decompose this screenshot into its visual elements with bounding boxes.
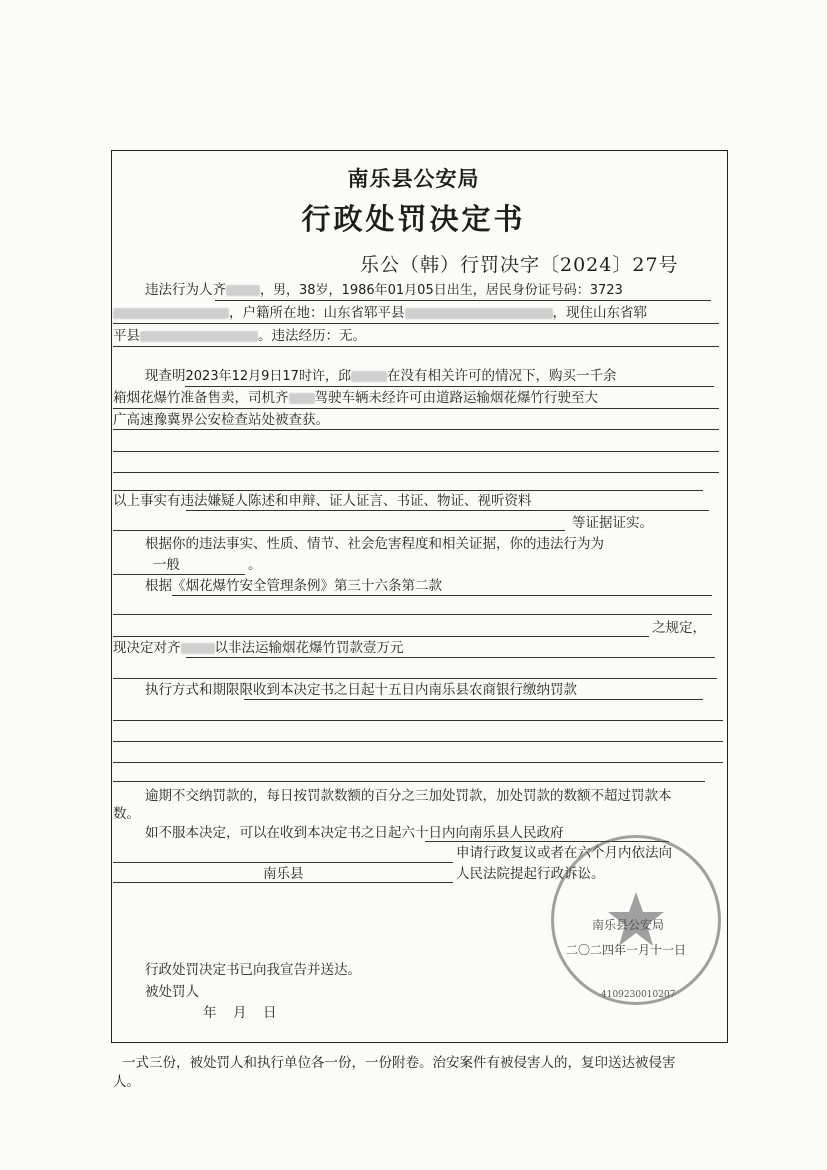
- facts-rest-1: 在没有相关许可的情况下，购买一千余: [386, 368, 617, 384]
- redaction: [289, 393, 315, 404]
- seal-date: 二〇二四年一月十一日: [566, 943, 687, 957]
- seal-org: 南乐县公安局: [592, 918, 665, 932]
- delivery-date-month: 月: [233, 1005, 247, 1021]
- underline: [113, 781, 705, 782]
- redaction: [181, 643, 215, 654]
- penalty-note-2: 数。: [113, 806, 140, 822]
- decision-label: 现决定对齐: [113, 640, 181, 656]
- decision-line: [113, 640, 404, 656]
- violator-line-3: [113, 328, 366, 344]
- basis-line: [145, 578, 442, 594]
- execution-line: [145, 682, 577, 698]
- registered-address: ，户籍所在地：山东省郓平县: [229, 305, 405, 321]
- underline: [186, 657, 715, 658]
- facts-time: 2023年12月9日17时许，邱: [185, 369, 351, 384]
- facts-line-3: 广高速豫冀界公安检查站处被查获。: [113, 412, 329, 428]
- appeal-text: 如不服本决定，可以在收到本决定书之日起六十日内向: [145, 825, 469, 841]
- underline: [113, 346, 719, 347]
- underline: [113, 882, 453, 883]
- underline: [113, 429, 719, 430]
- underline: [113, 574, 245, 575]
- decision-content: 以非法运输烟花爆竹罚款壹万元: [214, 640, 404, 656]
- footer-line-2: 人。: [113, 1074, 140, 1090]
- appeal-line-2: 申请行政复议或者在六个月内依法向: [456, 845, 672, 861]
- violator-line-2: [113, 305, 647, 321]
- basis-content: 《烟花爆竹安全管理条例》第三十六条第二款: [172, 578, 442, 594]
- address-county: 平县: [113, 328, 140, 344]
- appeal-line-1: [145, 825, 564, 841]
- underline: [113, 720, 723, 721]
- violator-label: 违法行为人: [145, 282, 213, 298]
- underline: [113, 530, 565, 531]
- appeal-government: 南乐县人民政府: [469, 825, 564, 841]
- appeal-court-county: 南乐县: [263, 866, 304, 882]
- evidence-label: 以上事实有: [113, 493, 181, 509]
- underline: [186, 510, 709, 511]
- current-address: ，现住山东省郓: [552, 305, 647, 321]
- evidence-content: 违法嫌疑人陈述和申辩、证人证言、书证、物证、视听资料: [180, 493, 532, 509]
- redaction: [113, 308, 229, 319]
- basis-suffix: 之规定，: [652, 620, 706, 636]
- delivery-date-day: 日: [263, 1005, 277, 1021]
- redaction: [405, 308, 553, 319]
- violator-info: ，男，38岁，1986年01月05日出生，居民身份证号码：3723: [260, 283, 623, 298]
- underline: [113, 614, 712, 615]
- underline: [113, 472, 719, 473]
- footer-line-1: 一式三份，被处罚人和执行单位各一份，一份附卷。治安案件有被侵害人的，复印送达被侵害: [122, 1055, 676, 1071]
- evidence-suffix: 等证据证实。: [572, 515, 653, 531]
- document-number: 乐公（韩）行罚决字〔2024〕27号: [360, 254, 679, 276]
- redaction: [140, 331, 258, 342]
- violator-surname: 齐: [212, 282, 226, 298]
- severity-value-line: [153, 557, 262, 573]
- violator-line-1: [145, 282, 623, 299]
- seal-number: 4109230010207: [601, 990, 676, 1000]
- underline: [113, 408, 719, 409]
- underline: [113, 636, 649, 637]
- underline: [185, 386, 714, 387]
- facts-line-2: [113, 390, 598, 406]
- basis-label: 根据: [145, 578, 172, 594]
- redaction: [226, 285, 260, 296]
- penalty-note-1: 逾期不交纳罚款的，每日按罚款数额的百分之三加处罚款，加处罚款的数额不超过罚款本: [145, 788, 672, 804]
- delivery-date-year: 年: [203, 1005, 217, 1021]
- underline: [113, 323, 719, 324]
- facts-rest-2: 驾驶车辆未经许可由道路运输烟花爆竹行驶至大: [314, 390, 598, 406]
- severity-end: 。: [248, 557, 262, 573]
- facts-label: 现查明: [145, 368, 186, 384]
- evidence-line: [113, 493, 532, 509]
- severity-text: 根据你的违法事实、性质、情节、社会危害程度和相关证据，你的违法行为为: [145, 536, 604, 552]
- facts-line-1: [145, 368, 616, 385]
- appeal-line-3: 人民法院提起行政诉讼。: [456, 866, 605, 882]
- underline: [113, 762, 723, 763]
- violation-history: 。违法经历：无。: [258, 328, 366, 344]
- underline: [113, 862, 453, 863]
- execution-label: 执行方式和期限: [145, 682, 240, 698]
- agency-name: 南乐县公安局: [347, 167, 480, 191]
- underline: [113, 678, 717, 679]
- delivery-line-2: 被处罚人: [145, 984, 199, 1000]
- underline: [172, 595, 712, 596]
- delivery-line-1: 行政处罚决定书已向我宣告并送达。: [145, 962, 361, 978]
- execution-content: 限收到本决定书之日起十五日内南乐县农商银行缴纳罚款: [239, 682, 577, 698]
- facts-text-2: 箱烟花爆竹准备售卖，司机齐: [113, 390, 289, 406]
- severity-value: 一般: [153, 557, 180, 573]
- document-title: 行政处罚决定书: [301, 202, 526, 236]
- underline: [113, 741, 723, 742]
- underline: [215, 300, 711, 301]
- underline: [113, 490, 703, 491]
- redaction: [351, 371, 387, 382]
- underline: [244, 699, 703, 700]
- underline: [113, 451, 719, 452]
